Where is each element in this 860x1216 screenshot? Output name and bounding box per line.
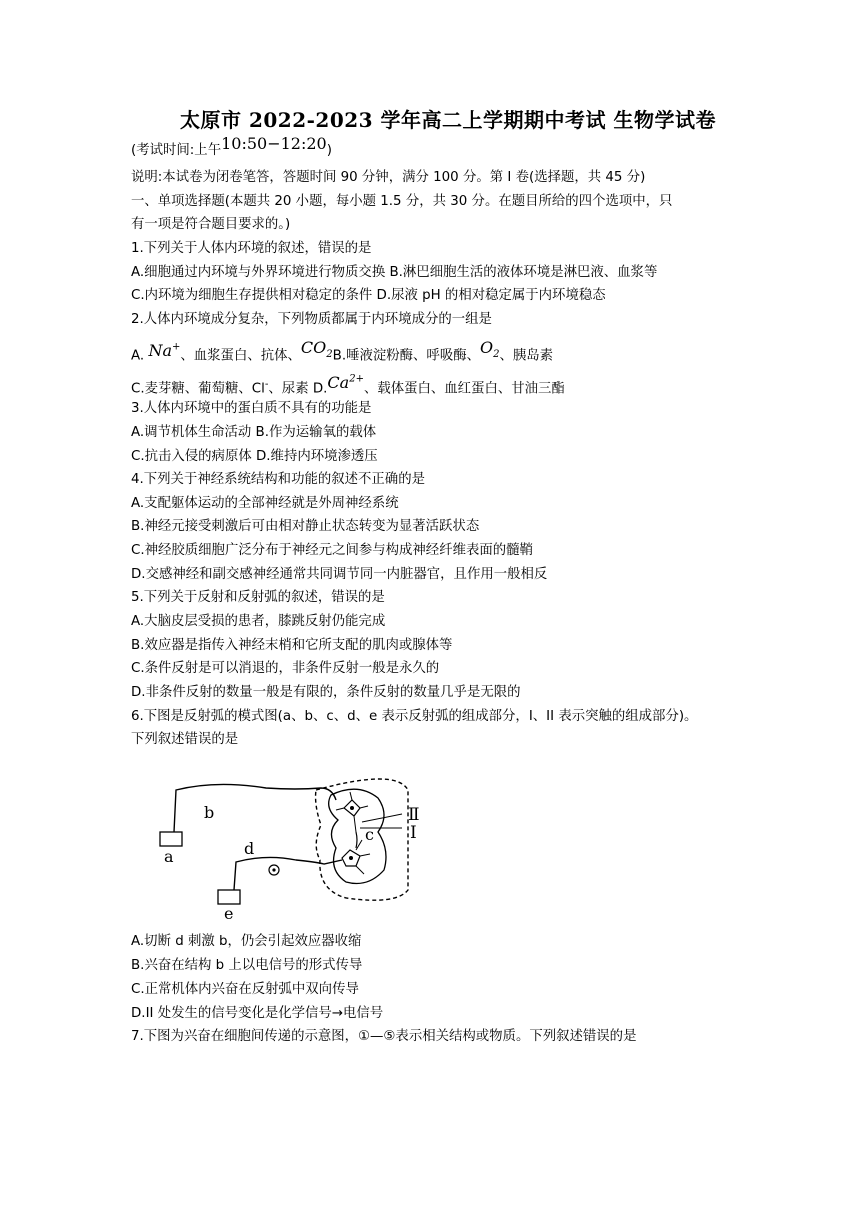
q5-option-b: B.效应器是指传入神经末梢和它所支配的肌肉或腺体等	[131, 638, 453, 653]
q1-stem: 1.下列关于人体内环境的叙述，错误的是	[131, 241, 372, 256]
q2-ca-formula: $Ca^{2+}$	[327, 373, 364, 393]
q2-d-text: 、载体蛋白、血红蛋白、甘油三酯	[363, 381, 565, 397]
q2-options-ab	[131, 338, 554, 371]
nerve-d	[234, 857, 342, 890]
q5-option-a: A.大脑皮层受损的患者，膝跳反射仍能完成	[131, 614, 386, 629]
q2-na-formula: Na+	[148, 341, 181, 361]
section1-line1: 一、单项选择题(本题共 20 小题，每小题 1.5 分，共 30 分。在题目所给的四个选项中，只	[131, 194, 673, 209]
nerve-b	[174, 784, 336, 832]
q2-c-end: 、尿素 D.	[268, 381, 328, 397]
q1-options-ab: A.细胞通过内环境与外界环境进行物质交换 B.淋巴细胞生活的液体环境是淋巴液、血浆等	[131, 265, 658, 280]
q4-option-d: D.交感神经和副交感神经通常共同调节同一内脏器官，且作用一般相反	[131, 567, 548, 582]
q2-b-end: 、胰岛素	[499, 348, 554, 364]
effector-e	[218, 890, 240, 904]
q4-option-c: C.神经胶质细胞广泛分布于神经元之间参与构成神经纤维表面的髓鞘	[131, 543, 533, 558]
q6-option-c: C.正常机体内兴奋在反射弧中双向传导	[131, 982, 359, 997]
q4-stem: 4.下列关于神经系统结构和功能的叙述不正确的是	[131, 472, 425, 487]
q2-co2-formula: $CO_2$	[300, 338, 333, 361]
exam-time-prefix: (考试时间:上午	[131, 143, 222, 158]
q2-stem: 2.人体内环境成分复杂，下列物质都属于内环境成分的一组是	[131, 312, 492, 327]
q1-options-cd: C.内环境为细胞生存提供相对稳定的条件 D.尿液 pH 的相对稳定属于内环境稳态	[131, 288, 606, 303]
instructions: 说明:本试卷为闭卷笔答，答题时间 90 分钟，满分 100 分。第 I 卷(选择题，共 45 分)	[131, 170, 646, 185]
label-II: Ⅱ	[408, 805, 420, 825]
q3-options-cd: C.抗击入侵的病原体 D.维持内环境渗透压	[131, 449, 378, 464]
page-title: 太原市 2022-2023 学年高二上学期期中考试 生物学试卷	[179, 108, 717, 132]
label-d: d	[244, 839, 255, 858]
exam-time-suffix: )	[326, 143, 332, 158]
q4-option-a: A.支配躯体运动的全部神经就是外周神经系统	[131, 496, 399, 511]
receptor-a	[160, 832, 182, 846]
q2-o2-formula: $O_2$	[480, 338, 500, 361]
pointer-II	[362, 814, 402, 822]
q2-c-sup: -	[264, 378, 269, 390]
q6-option-b: B.兴奋在结构 b 上以电信号的形式传导	[131, 958, 363, 973]
q2-options-cd	[131, 375, 565, 398]
label-I: I	[410, 823, 417, 843]
q2-a-text: 、血浆蛋白、抗体、	[180, 348, 301, 364]
upper-neuron	[336, 792, 368, 832]
q2-a-prefix: A.	[131, 348, 149, 364]
q4-option-b: B.神经元接受刺激后可由相对静止状态转变为显著活跃状态	[131, 519, 480, 534]
q2-c-text: C.麦芽糖、葡萄糖、Cl	[131, 381, 265, 397]
q5-stem: 5.下列关于反射和反射弧的叙述，错误的是	[131, 590, 385, 605]
label-b: b	[204, 803, 215, 822]
q3-stem: 3.人体内环境中的蛋白质不具有的功能是	[131, 401, 372, 416]
label-a: a	[164, 847, 174, 866]
q6-stem-line1: 6.下图是反射弧的模式图(a、b、c、d、e 表示反射弧的组成部分，I、II 表示突触的组成部分)。	[131, 709, 698, 724]
q5-option-c: C.条件反射是可以消退的，非条件反射一般是永久的	[131, 661, 440, 676]
q3-options-ab: A.调节机体生命活动 B.作为运输氧的载体	[131, 425, 377, 440]
q7-stem: 7.下图为兴奋在细胞间传递的示意图，①—⑤表示相关结构或物质。下列叙述错误的是	[131, 1029, 637, 1044]
label-e: e	[224, 904, 234, 920]
q2-b-text: B.唾液淀粉酶、呼吸酶、	[332, 348, 480, 364]
reflex-arc-diagram	[146, 770, 436, 920]
q5-option-d: D.非条件反射的数量一般是有限的，条件反射的数量几乎是无限的	[131, 685, 521, 700]
q6-option-d: D.II 处发生的信号变化是化学信号→电信号	[131, 1006, 384, 1021]
exam-time	[131, 134, 332, 160]
q6-stem-line2: 下列叙述错误的是	[131, 732, 239, 747]
section1-line2: 有一项是符合题目要求的。)	[131, 217, 291, 232]
label-c: c	[365, 825, 374, 844]
q6-option-a: A.切断 d 刺激 b，仍会引起效应器收缩	[131, 934, 362, 949]
exam-time-value: 10:50−12:20	[221, 134, 327, 153]
